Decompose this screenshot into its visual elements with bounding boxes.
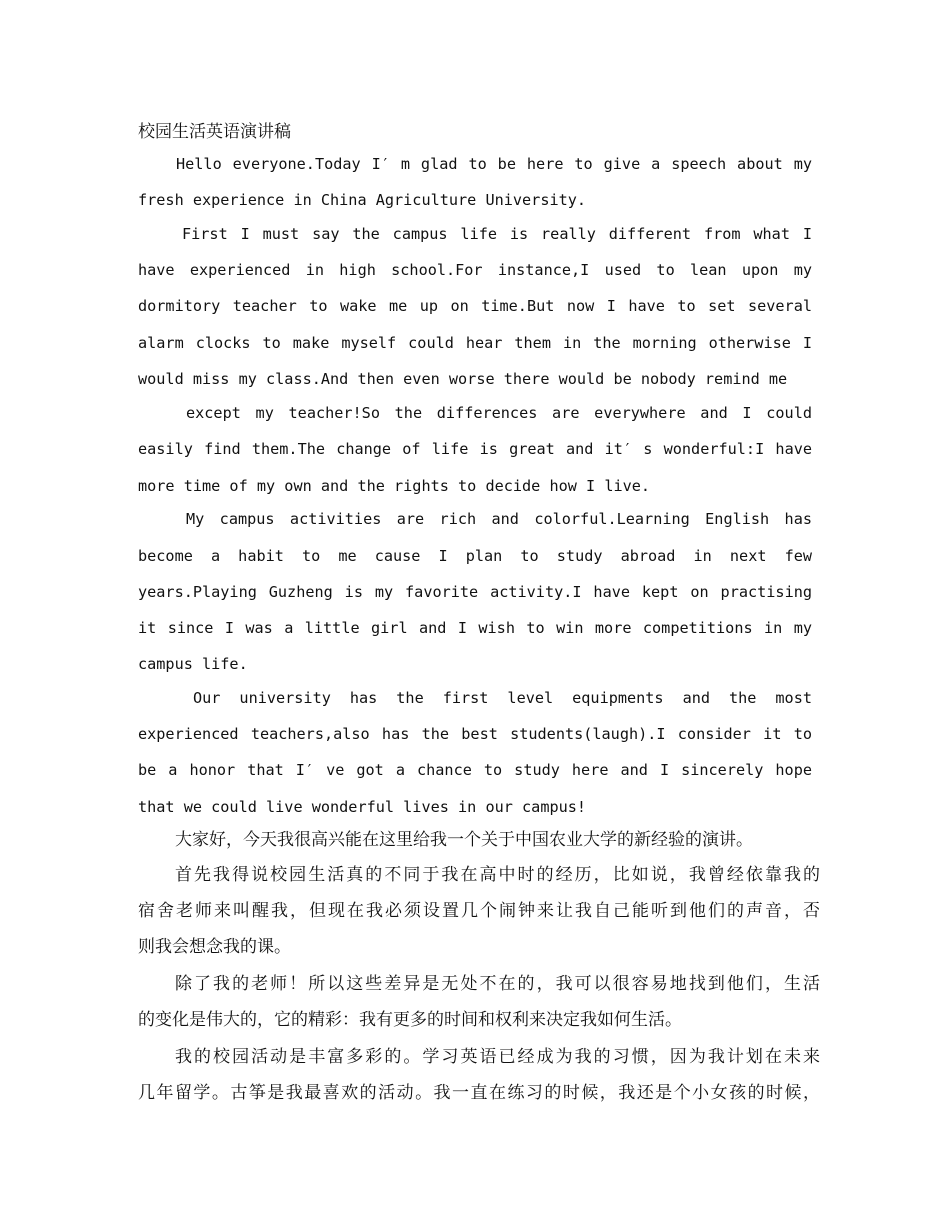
en-line: alarm clocks to make myself could hear them in the morning otherwise I — [138, 334, 812, 352]
zh-line: 我的校园活动是丰富多彩的。学习英语已经成为我的习惯，因为我计划在未来 — [175, 1047, 820, 1067]
en-line: it since I was a little girl and I wish to win more competitions in my — [138, 619, 812, 637]
en-line: My campus activities are rich and colorful.Learning English has — [186, 510, 812, 528]
en-line: years.Playing Guzheng is my favorite activity.I have kept on practising — [138, 583, 812, 601]
zh-line: 首先我得说校园生活真的不同于我在高中时的经历，比如说，我曾经依靠我的 — [175, 865, 820, 885]
en-line: dormitory teacher to wake me up on time.But now I have to set several — [138, 297, 812, 315]
en-line: Hello everyone.Today I′ m glad to be here to give a speech about my — [176, 155, 812, 173]
en-line: easily find them.The change of life is great and it′ s wonderful:I have — [138, 440, 812, 458]
zh-line: 的变化是伟大的，它的精彩：我有更多的时间和权利来决定我如何生活。 — [138, 1010, 682, 1030]
en-line: be a honor that I′ ve got a chance to study here and I sincerely hope — [138, 761, 812, 779]
en-line: fresh experience in China Agriculture University. — [138, 191, 587, 209]
zh-line: 几年留学。古筝是我最喜欢的活动。我一直在练习的时候，我还是个小女孩的时候， — [138, 1083, 820, 1103]
en-line: become a habit to me cause I plan to study abroad in next few — [138, 547, 812, 565]
document-title: 校园生活英语演讲稿 — [138, 122, 291, 142]
en-line: experienced teachers,also has the best students(laugh).I consider it to — [138, 725, 812, 743]
en-line: First I must say the campus life is really different from what I — [182, 225, 812, 243]
zh-line: 宿舍老师来叫醒我，但现在我必须设置几个闹钟来让我自己能听到他们的声音，否 — [138, 901, 820, 921]
en-line: Our university has the first level equipments and the most — [193, 689, 812, 707]
en-line: would miss my class.And then even worse there would be nobody remind me — [138, 370, 788, 388]
en-line: more time of my own and the rights to decide how I live. — [138, 477, 651, 495]
zh-line: 则我会想念我的课。 — [138, 937, 291, 957]
zh-line: 大家好，今天我很高兴能在这里给我一个关于中国农业大学的新经验的演讲。 — [175, 830, 753, 850]
zh-line: 除了我的老师！所以这些差异是无处不在的，我可以很容易地找到他们，生活 — [175, 974, 820, 994]
en-line: campus life. — [138, 655, 248, 673]
en-line: that we could live wonderful lives in our campus! — [138, 798, 587, 816]
en-line: have experienced in high school.For instance,I used to lean upon my — [138, 261, 812, 279]
en-line: except my teacher!So the differences are everywhere and I could — [186, 404, 812, 422]
